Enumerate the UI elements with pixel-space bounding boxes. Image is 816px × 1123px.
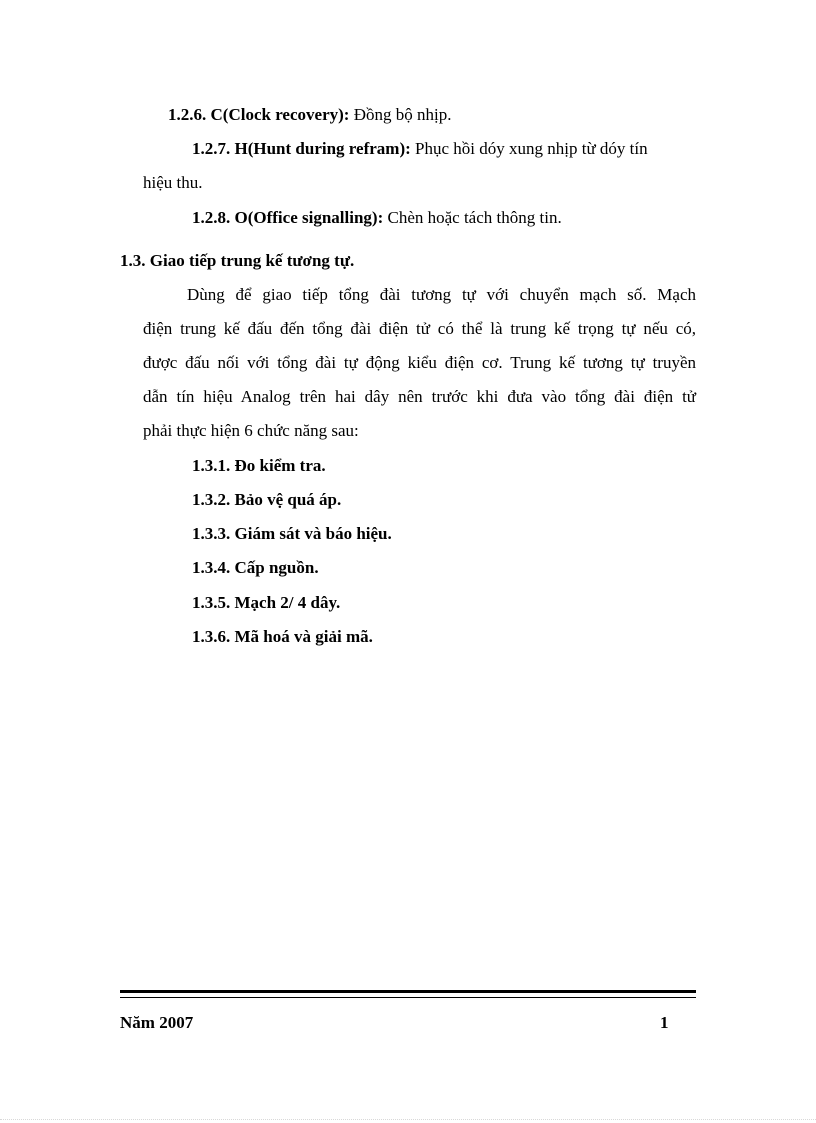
page-bottom-edge	[0, 1119, 816, 1120]
item-text: Chèn hoặc tách thông tin.	[383, 208, 562, 227]
item-code: 1.2.6. C(Clock recovery):	[168, 105, 350, 124]
paragraph-line-1: Dùng để giao tiếp tổng đài tương tự với chuyển mạch số. Mạch	[187, 285, 696, 304]
footer-rule-thin	[120, 997, 696, 998]
item-1-2-7-continuation	[143, 172, 203, 194]
paragraph-line-4: dẫn tín hiệu Analog trên hai dây nên trước khi đưa vào tổng đài điện tử	[143, 387, 696, 406]
page-number: 1	[660, 1013, 669, 1032]
subitem-1-3-2: 1.3.2. Bảo vệ quá áp.	[192, 490, 342, 509]
paragraph-line-5: phải thực hiện 6 chức năng sau:	[143, 421, 359, 440]
paragraph-line-3: được đấu nối với tổng đài tự động kiểu điện cơ. Trung kế tương tự truyền	[143, 353, 696, 372]
paragraph-line-2: điện trung kế đấu đến tổng đài điện tử có thể là trung kế trọng tự nếu có,	[143, 319, 696, 338]
subitem-1-3-5: 1.3.5. Mạch 2/ 4 dây.	[192, 593, 341, 612]
section-heading: 1.3. Giao tiếp trung kế tương tự.	[120, 251, 355, 270]
item-1-2-8	[192, 207, 562, 229]
item-1-2-7	[192, 138, 648, 160]
subitem-1-3-6: 1.3.6. Mã hoá và giải mã.	[192, 627, 373, 646]
item-code: 1.2.7. H(Hunt during refram):	[192, 139, 411, 158]
subitem-1-3-3: 1.3.3. Giám sát và báo hiệu.	[192, 524, 392, 543]
footer-year: Năm 2007	[120, 1013, 194, 1032]
footer-rule-thick	[120, 990, 696, 993]
item-code: 1.2.8. O(Office signalling):	[192, 208, 384, 227]
subitem-1-3-1: 1.3.1. Đo kiểm tra.	[192, 456, 326, 475]
subitem-1-3-4: 1.3.4. Cấp nguồn.	[192, 558, 319, 577]
item-text: hiệu thu.	[143, 173, 203, 192]
item-text: Đồng bộ nhịp.	[349, 105, 452, 124]
item-1-2-6	[168, 104, 451, 126]
item-text: Phục hồi dóy xung nhịp từ dóy tín	[410, 139, 648, 158]
